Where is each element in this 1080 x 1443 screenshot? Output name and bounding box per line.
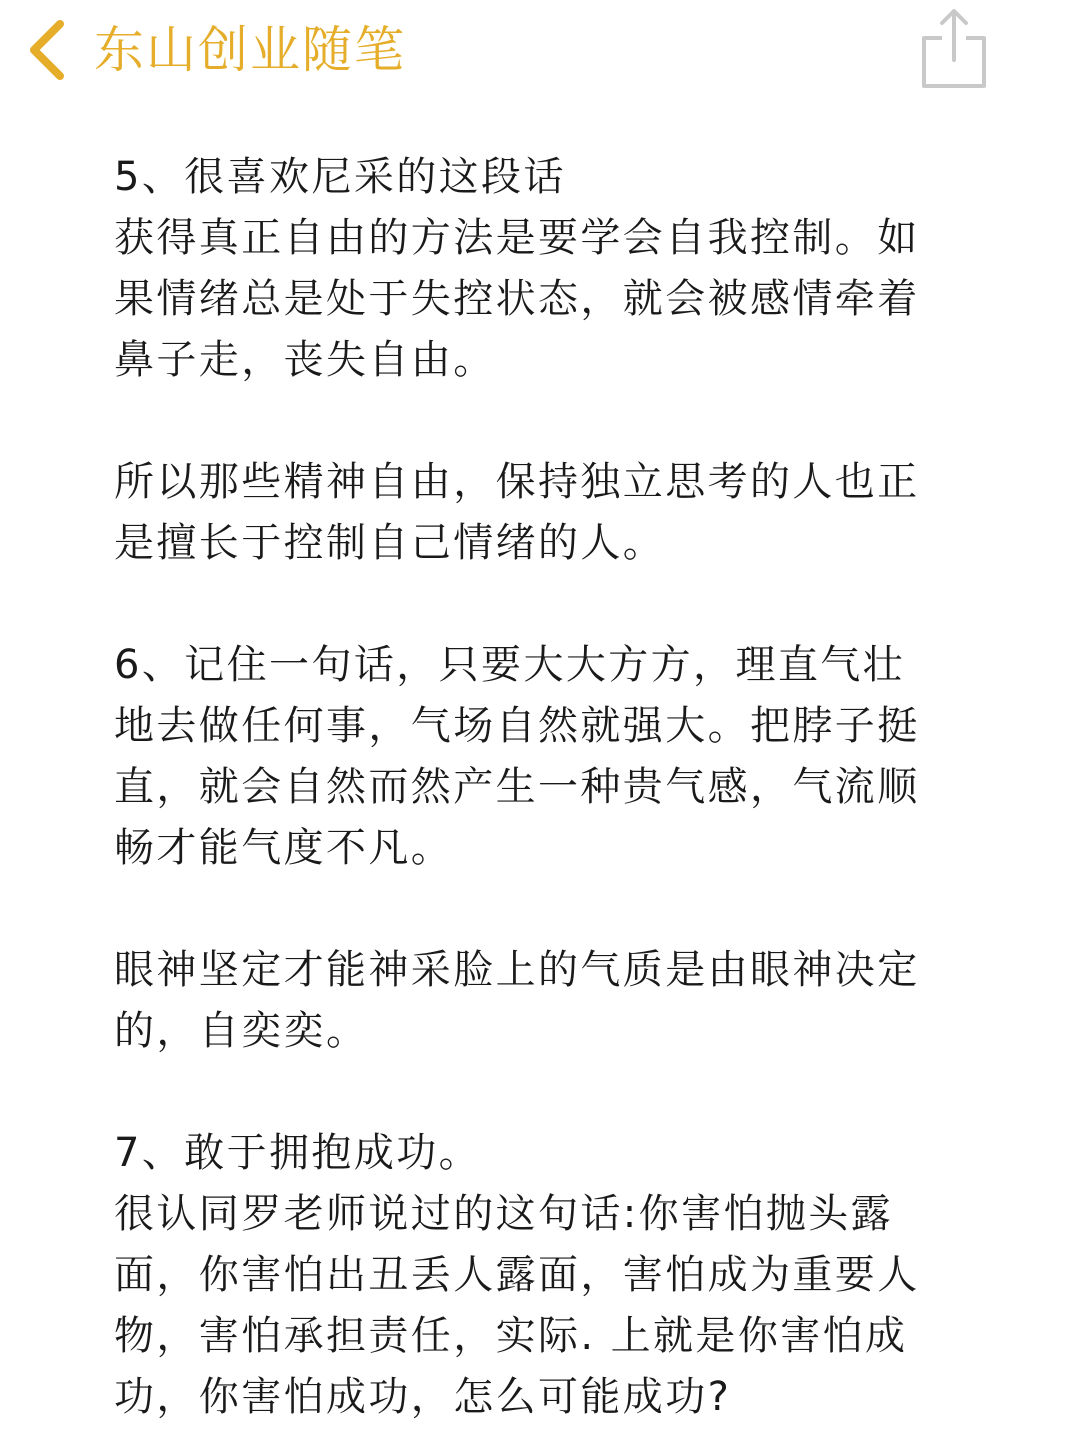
note-line: 很认同罗老师说过的这句话:你害怕抛头露	[114, 1191, 894, 1237]
blank-line	[114, 391, 958, 452]
note-line: 直，就会自然而然产生一种贵气感，气流顺	[114, 764, 920, 810]
note-line: 鼻子走，丧失自由。	[114, 337, 496, 383]
page-title: 东山创业随笔	[94, 21, 406, 79]
note-line: 7、敢于拥抱成功。	[114, 1130, 482, 1176]
note-line: 获得真正自由的方法是要学会自我控制。如	[114, 215, 920, 261]
back-button[interactable]	[22, 8, 406, 92]
note-line: 地去做任何事，气场自然就强大。把脖子挺	[114, 703, 920, 749]
note-line: 畅才能气度不凡。	[114, 825, 454, 871]
note-content[interactable]	[114, 147, 958, 1428]
note-line: 所以那些精神自由，保持独立思考的人也正	[114, 459, 920, 505]
note-line: 面，你害怕出丑丢人露面，害怕成为重要人	[114, 1252, 920, 1298]
note-line: 果情绪总是处于失控状态，就会被感情牵着	[114, 276, 920, 322]
share-icon	[918, 6, 990, 92]
blank-line	[114, 574, 958, 635]
share-button[interactable]	[918, 6, 990, 92]
blank-line	[114, 1062, 958, 1123]
note-line: 功，你害怕成功，怎么可能成功?	[114, 1374, 732, 1420]
navigation-bar	[0, 0, 1080, 110]
note-line: 5、很喜欢尼采的这段话	[114, 154, 566, 200]
note-line: 6、记住一句话，只要大大方方，理直气壮	[114, 642, 906, 688]
note-line: 眼神坚定才能神采脸上的气质是由眼神决定	[114, 947, 920, 993]
blank-line	[114, 879, 958, 940]
chevron-left-icon	[22, 16, 72, 84]
note-line: 的，自奕奕。	[114, 1008, 369, 1054]
note-line: 物，害怕承担责任，实际. 上就是你害怕成	[114, 1313, 908, 1359]
note-line: 是擅长于控制自己情绪的人。	[114, 520, 666, 566]
